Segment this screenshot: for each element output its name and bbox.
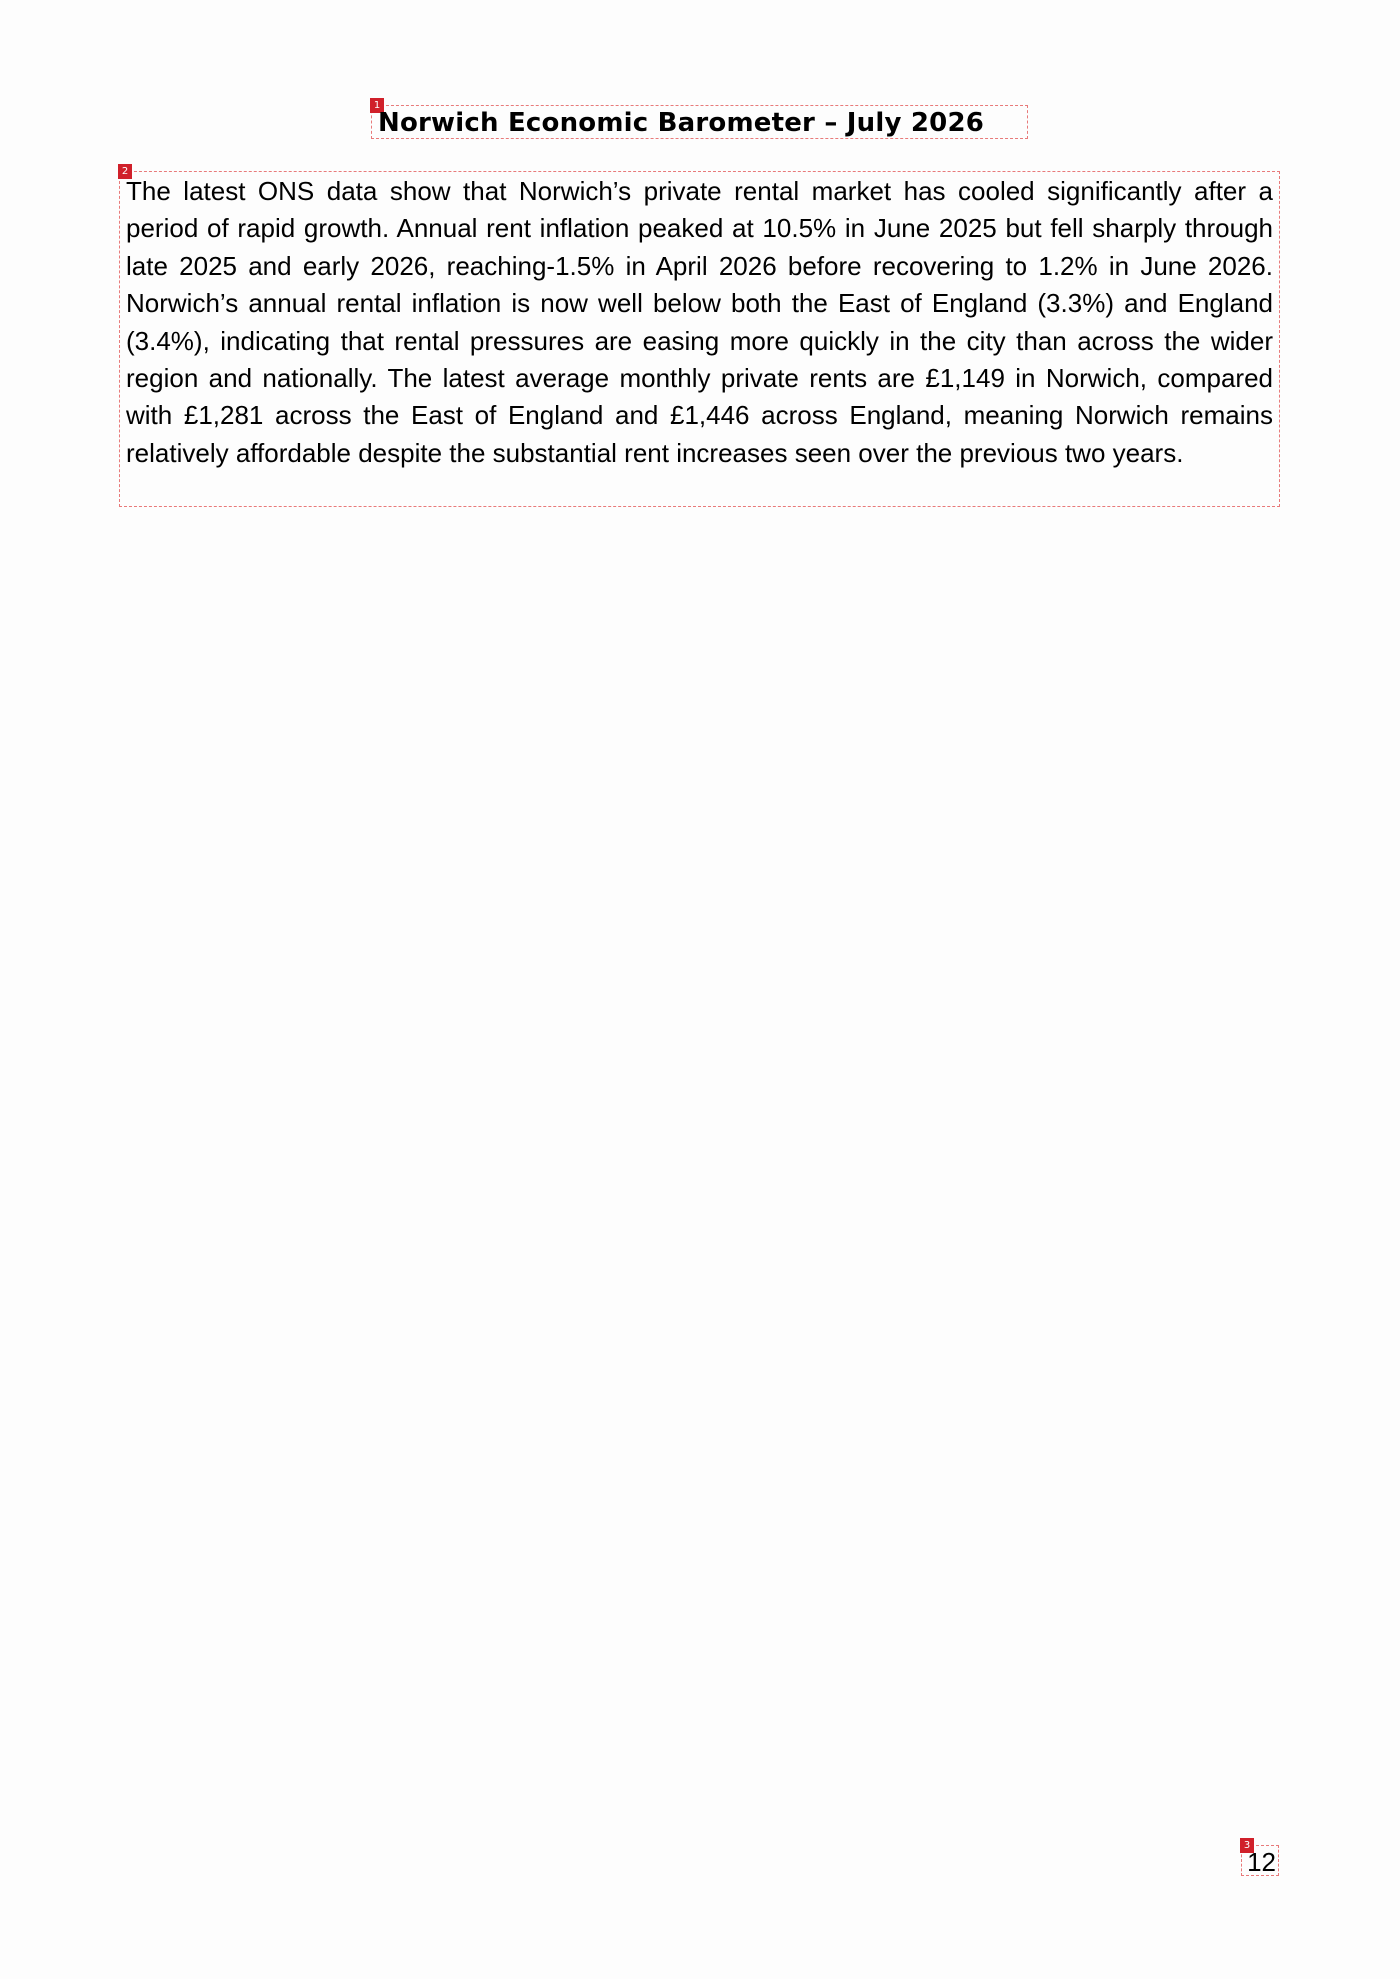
title-region: [371, 100, 1028, 139]
region-marker-2: 2: [118, 164, 132, 179]
page-title: Norwich Economic Barometer – July 2026: [378, 108, 985, 138]
paragraph-region: [119, 166, 1280, 507]
page-number: 12: [1247, 1847, 1276, 1877]
page-number-region: [1241, 1840, 1279, 1877]
body-paragraph: The latest ONS data show that Norwich’s private rental market has cooled significantly after a period of rapid growth. Annual rent inflation peaked at 10.5% in June 2025 but fell sharply through late 2025 and early 2026, reaching-1.5% in April 2026 before recovering to 1.2% in June 2026. Norwich’s annual rental inflation is now well below both the East of England (3.3%) and England (3.4%), indicating that rental pressures are easing more quickly in the city than across the wider region and nationally. The latest average monthly private rents are £1,149 in Norwich, compared with £1,281 across the East of England and £1,446 across England, meaning Norwich remains relatively affordable despite the substantial rent increases seen over the previous two years.: [126, 176, 1273, 468]
region-marker-3: 3: [1240, 1838, 1254, 1853]
region-marker-1: 1: [370, 98, 384, 113]
